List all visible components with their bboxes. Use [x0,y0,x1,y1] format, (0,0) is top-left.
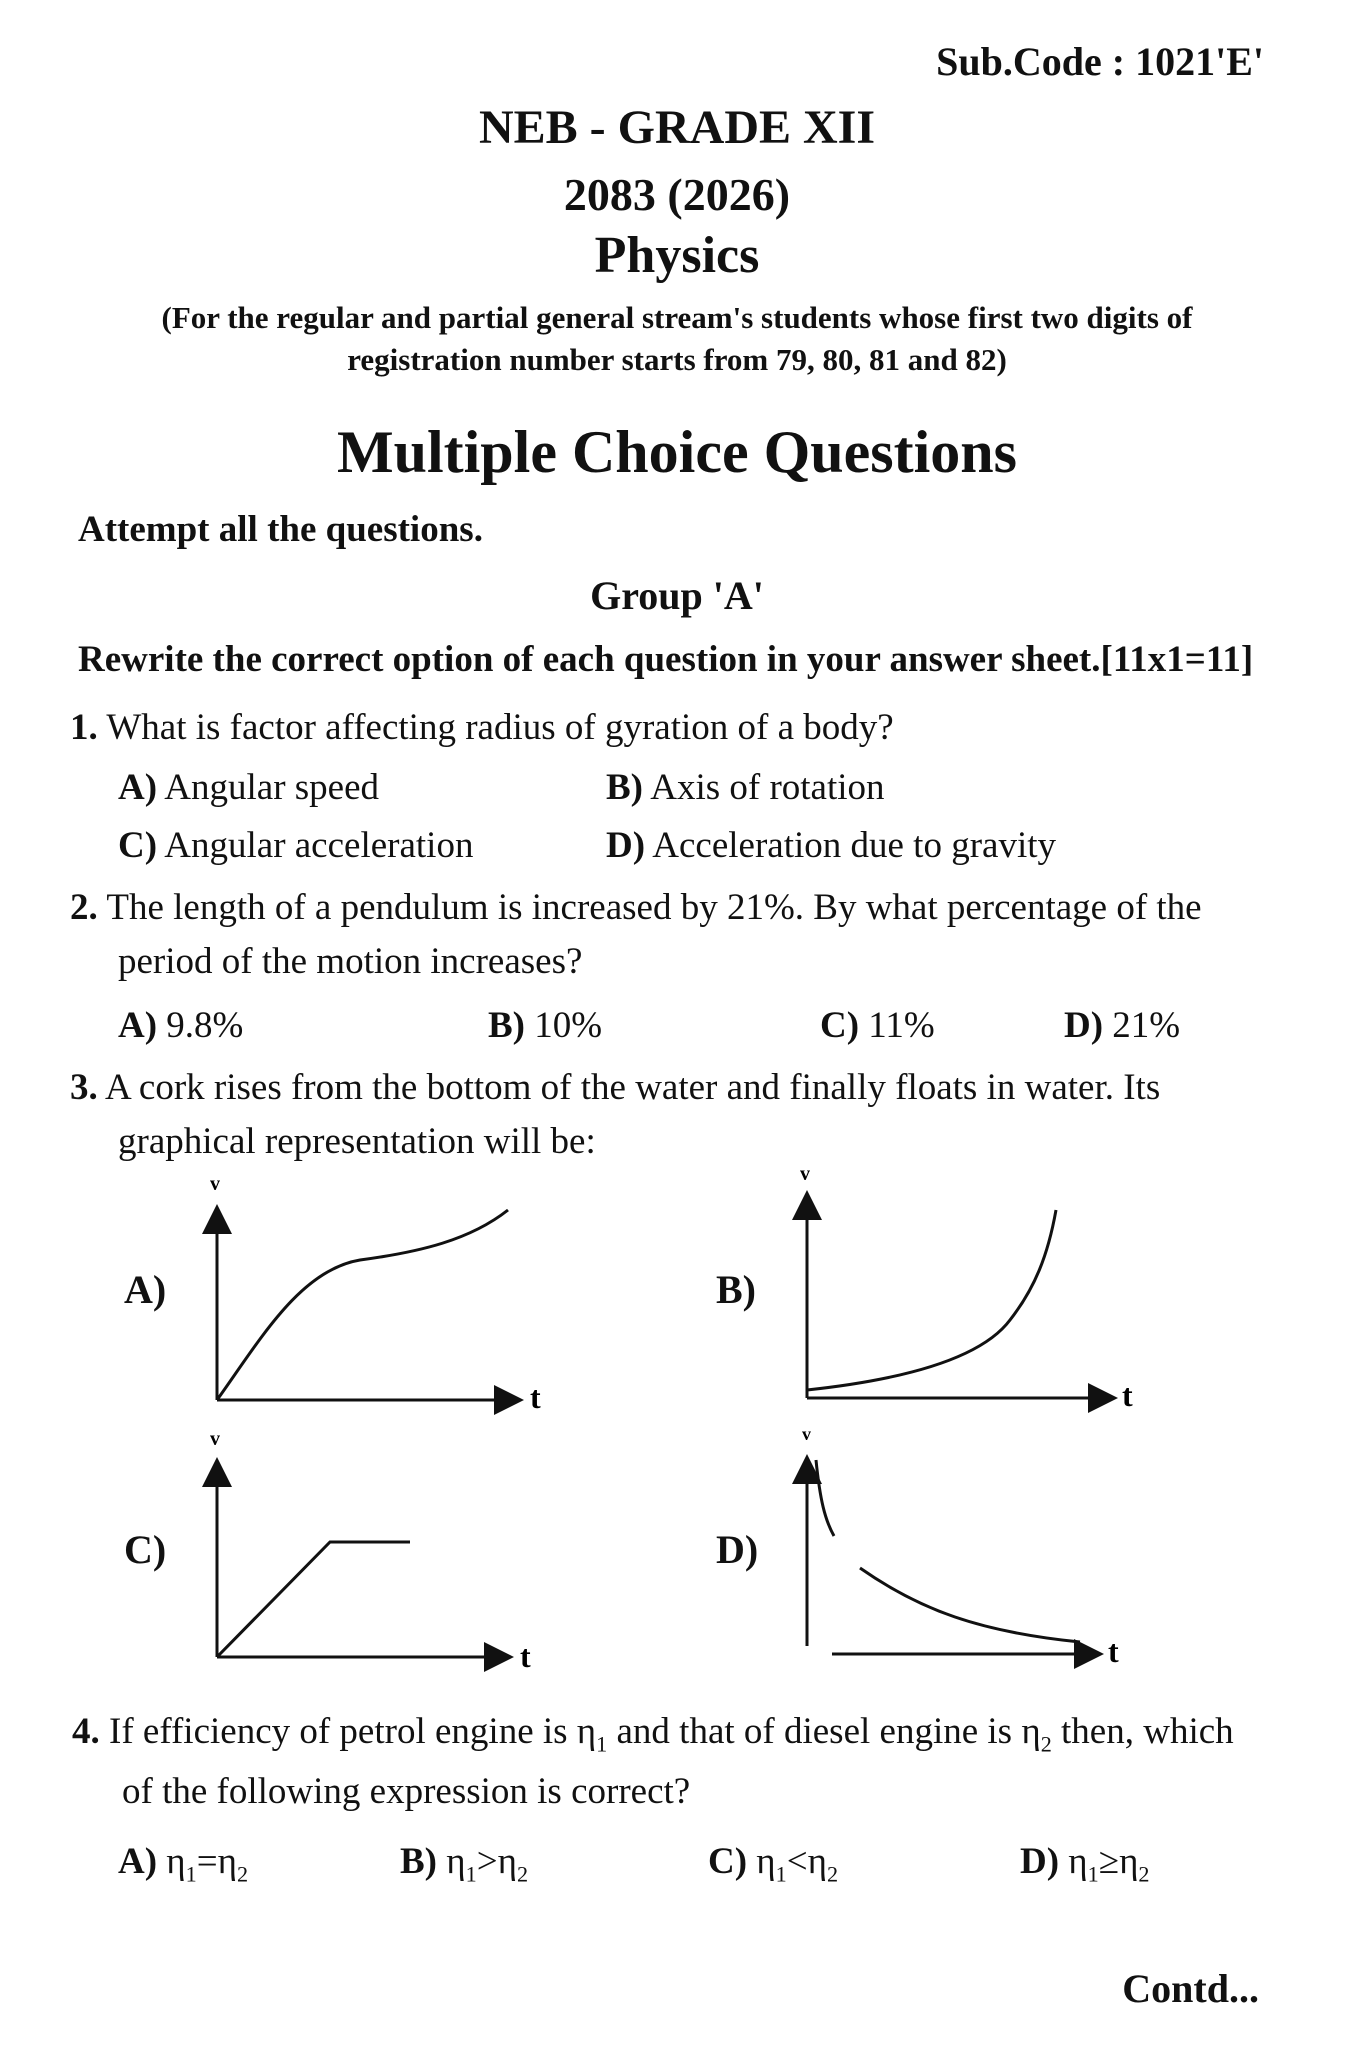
eligibility-note-line1: (For the regular and partial general stream's students whose first two digits of [161,300,1193,335]
graph-d-x-label: t [1108,1633,1119,1669]
sub-code: Sub.Code : 1021'E' [936,39,1264,84]
question-2-line2: period of the motion increases? [118,941,583,982]
graph-a-y-label: v [210,1173,220,1195]
question-number: 2. [70,887,98,928]
q2-option-d: D) 21% [1064,1005,1181,1046]
question-text-line1: The length of a pendulum is increased by 21%. By what percentage of the [106,887,1202,928]
question-2 [70,888,1202,929]
question-3-line2: graphical representation will be: [118,1121,596,1162]
q1-option-b: B) Axis of rotation [606,767,885,808]
graph-a-label: A) [124,1267,167,1312]
question-text-line1: A cork rises from the bottom of the water and finally floats in water. Its [104,1067,1161,1108]
board-title: NEB - GRADE XII [478,101,876,154]
q2-option-b: B) 10% [488,1005,603,1046]
question-text: What is factor affecting radius of gyration of a body? [106,707,894,748]
eligibility-note-line2: registration number starts from 79, 80, 81 and 82) [347,342,1007,377]
graph-d-curve-lower [860,1568,1080,1642]
q1-option-a: A) Angular speed [118,767,380,808]
graph-a-x-label: t [530,1379,541,1415]
graph-d-y-label: v [802,1424,811,1444]
graph-b-y-label: v [800,1163,810,1185]
section-title: Multiple Choice Questions [336,419,1017,485]
graph-c-x-label: t [520,1638,531,1674]
graph-a [190,1170,570,1420]
question-number: 4. [72,1711,100,1752]
q1-option-d: D) Acceleration due to gravity [606,825,1057,866]
exam-year: 2083 (2026) [563,169,791,220]
question-3 [70,1068,1160,1109]
q2-option-a: A) 9.8% [118,1005,244,1046]
question-4-line2: of the following expression is correct? [122,1771,691,1812]
graph-d [780,1420,1160,1680]
graph-c-curve [217,1542,410,1657]
graph-c-label: C) [124,1527,167,1572]
rewrite-instruction: Rewrite the correct option of each question in your answer sheet.[11x1=11] [78,639,1254,680]
continued-note: Contd... [1122,1966,1259,2011]
graph-b-label: B) [716,1267,756,1312]
graph-c [190,1425,570,1675]
graph-b-curve [807,1210,1056,1390]
group-title: Group 'A' [590,573,764,618]
q4-option-c: C) $\eta_1<\eta_2$ [708,1841,839,1887]
graph-d-curve-upper [816,1460,834,1536]
q2-option-c: C) 11% [820,1005,935,1046]
question-4: 4. If efficiency of petrol engine is $\eta_1$ and that of diesel engine is $\eta_2$ then, which [72,1711,1234,1757]
q4-option-b: B) $\eta_1>\eta_2$ [400,1841,529,1887]
graph-d-label: D) [716,1527,759,1572]
question-1 [70,708,894,749]
q4-option-a: A) $\eta_1=\eta_2$ [118,1841,249,1887]
graph-c-y-label: v [210,1428,220,1450]
question-number: 1. [70,707,98,748]
graph-b-x-label: t [1122,1377,1133,1413]
q4-option-d: D) $\eta_1\ge\eta_2$ [1020,1841,1150,1887]
q1-option-c: C) Angular acceleration [118,825,474,866]
subject-title: Physics [594,227,760,284]
graph-b [780,1160,1160,1420]
question-number: 3. [70,1067,98,1108]
instruction: Attempt all the questions. [78,509,483,550]
graph-a-curve [217,1210,508,1400]
